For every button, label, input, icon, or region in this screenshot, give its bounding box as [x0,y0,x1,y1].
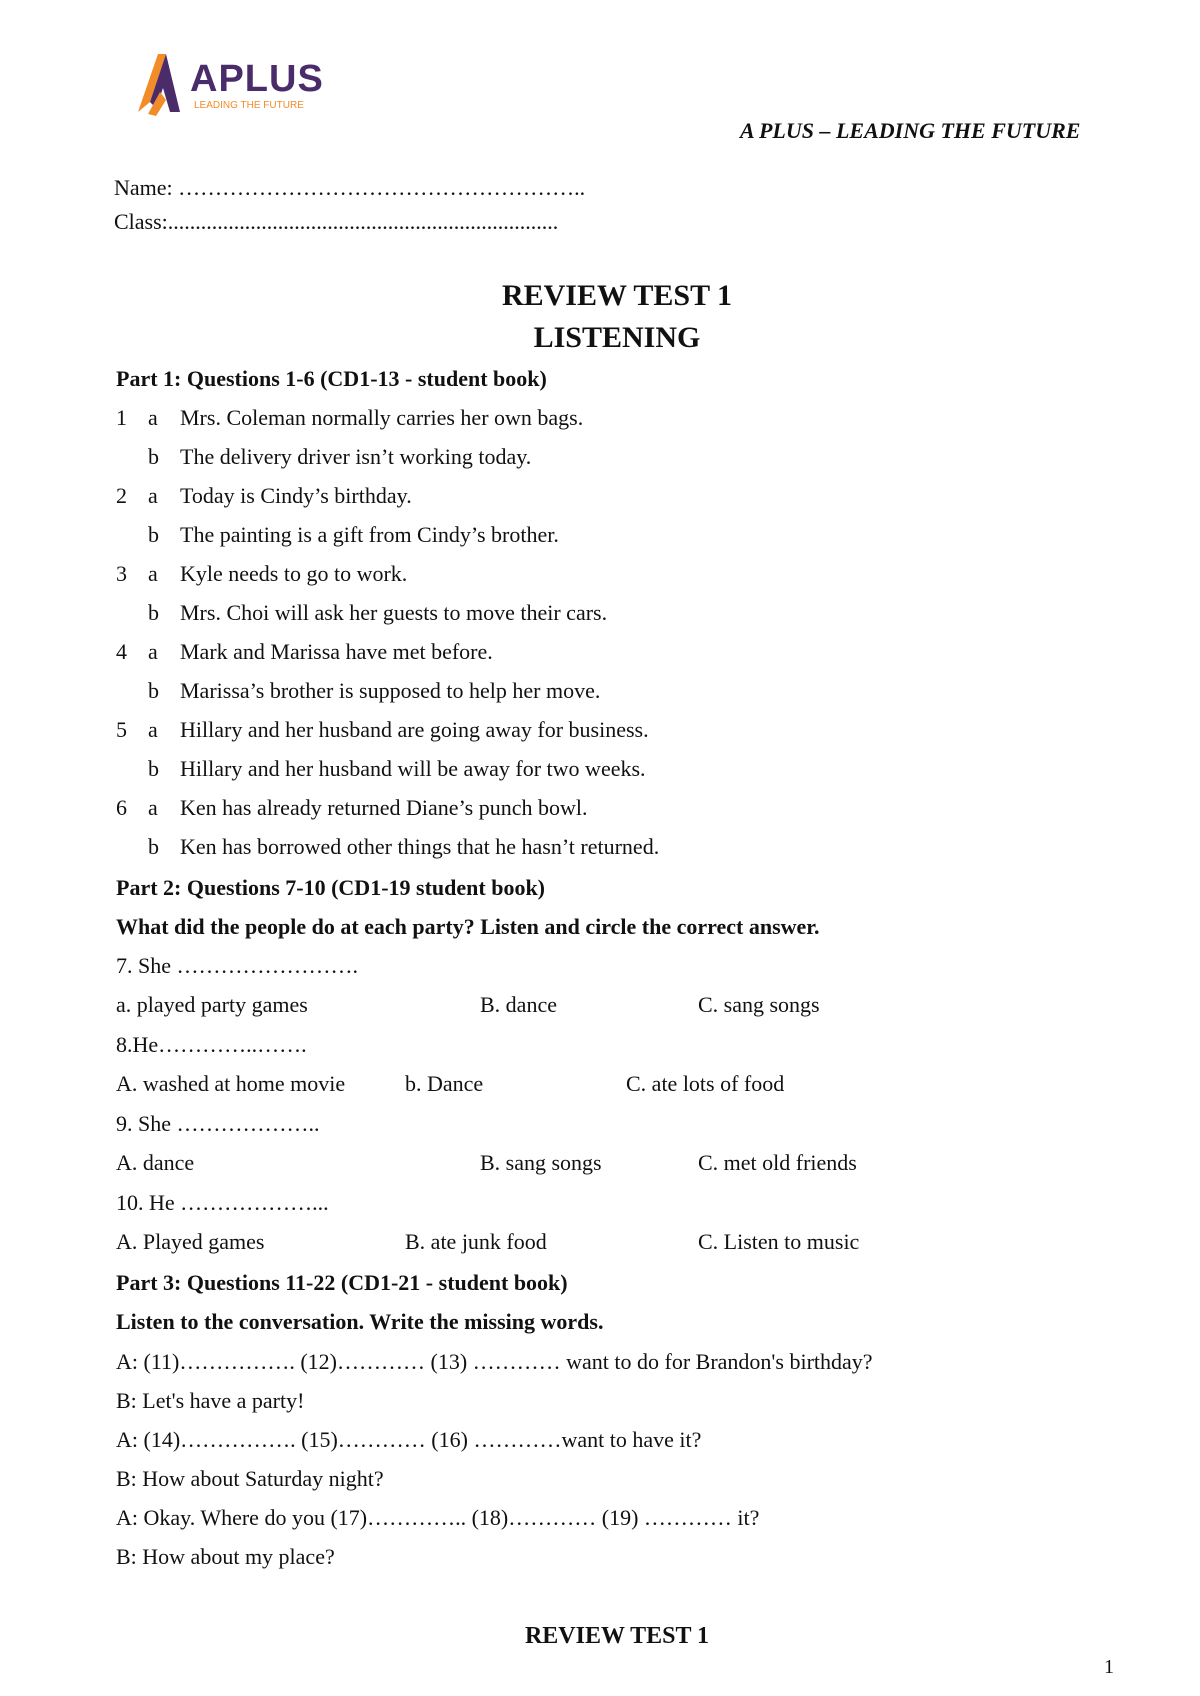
page-number: 1 [1104,1656,1114,1678]
answer-option: B. ate junk food [405,1229,547,1254]
name-field: Name: ……………………………………………….. [114,175,586,200]
option-a-letter: a [148,561,158,586]
question-stem: 8.He…………..……. [116,1032,307,1057]
answer-option: C. ate lots of food [626,1071,785,1096]
option-a-text: Kyle needs to go to work. [180,561,408,586]
answer-option: B. sang songs [480,1150,602,1175]
dialogue-line: B: How about Saturday night? [116,1466,384,1491]
part1-heading: Part 1: Questions 1-6 (CD1-13 - student book) [116,366,547,391]
dialogue-line: A: Okay. Where do you (17)………….. (18)………… (19) ………… it? [116,1505,760,1530]
option-a-text: Mrs. Coleman normally carries her own bags. [180,405,584,430]
option-a-letter: a [148,639,158,664]
option-b-text: The painting is a gift from Cindy’s brother. [180,522,559,547]
option-b-text: Hillary and her husband will be away for two weeks. [180,756,646,781]
option-a-letter: a [148,795,158,820]
answer-option: C. Listen to music [698,1229,860,1254]
option-a-letter: a [148,717,158,742]
part2-instruction: What did the people do at each party? Listen and circle the correct answer. [116,914,820,939]
part2-heading: Part 2: Questions 7-10 (CD1-19 student book) [116,875,545,900]
option-b-letter: b [148,522,159,547]
answer-option: A. Played games [116,1229,265,1254]
question-number: 6 [116,795,127,820]
question-number: 2 [116,483,127,508]
logo-wordmark: APLUS [190,58,324,100]
answer-option: B. dance [480,992,557,1017]
question-number: 1 [116,405,127,430]
option-a-letter: a [148,405,158,430]
option-a-text: Mark and Marissa have met before. [180,639,493,664]
question-number: 4 [116,639,127,664]
page-title: REVIEW TEST 1 [501,279,733,312]
option-a-text: Ken has already returned Diane’s punch bowl. [180,795,588,820]
class-field: Class:....................................................................... [114,209,559,234]
option-a-letter: a [148,483,158,508]
dialogue-line: A: (11)……………. (12)………… (13) ………… want to do for Brandon's birthday? [116,1349,873,1374]
option-b-text: The delivery driver isn’t working today. [180,444,532,469]
option-a-text: Hillary and her husband are going away for business. [180,717,649,742]
option-b-letter: b [148,756,159,781]
option-b-text: Marissa’s brother is supposed to help her move. [180,678,601,703]
answer-option: A. dance [116,1150,195,1175]
section-title: LISTENING [533,321,701,354]
answer-option: A. washed at home movie [116,1071,346,1096]
question-number: 5 [116,717,127,742]
option-b-text: Mrs. Choi will ask her guests to move their cars. [180,600,608,625]
logo-tagline: LEADING THE FUTURE [194,100,304,111]
option-a-text: Today is Cindy’s birthday. [180,483,412,508]
question-stem: 9. She ……………….. [116,1111,320,1136]
part3-heading: Part 3: Questions 11-22 (CD1-21 - student book) [116,1270,568,1295]
answer-option: b. Dance [405,1071,484,1096]
dialogue-line: B: How about my place? [116,1544,335,1569]
question-stem: 10. He ………………... [116,1190,329,1215]
question-stem: 7. She ……………………. [116,953,358,978]
dialogue-line: A: (14)……………. (15)………… (16) …………want to have it? [116,1427,702,1452]
aplus-logo [130,52,350,124]
option-b-text: Ken has borrowed other things that he hasn’t returned. [180,834,660,859]
option-b-letter: b [148,600,159,625]
part3-instruction: Listen to the conversation. Write the missing words. [116,1309,604,1334]
footer-title: REVIEW TEST 1 [524,1623,710,1649]
option-b-letter: b [148,678,159,703]
answer-option: C. sang songs [698,992,820,1017]
option-b-letter: b [148,444,159,469]
answer-option: C. met old friends [698,1150,857,1175]
dialogue-line: B: Let's have a party! [116,1388,305,1413]
question-number: 3 [116,561,127,586]
option-b-letter: b [148,834,159,859]
header-slogan: A PLUS – LEADING THE FUTURE [740,118,1081,143]
answer-option: a. played party games [116,992,308,1017]
